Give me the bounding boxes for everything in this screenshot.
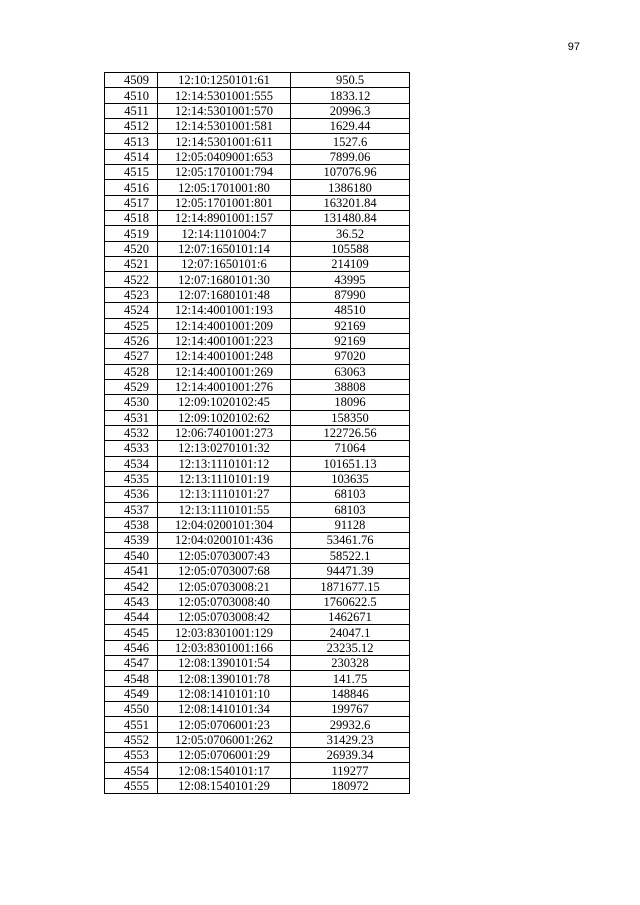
- cadastral-number-cell: 12:08:1410101:34: [158, 702, 291, 717]
- value-cell: 950.5: [291, 73, 410, 88]
- value-cell: 53461.76: [291, 533, 410, 548]
- cadastral-number-cell: 12:07:1650101:14: [158, 241, 291, 256]
- table-row: [105, 610, 410, 625]
- cadastral-number-cell: 12:05:1701001:80: [158, 180, 291, 195]
- row-number-cell: 4535: [105, 471, 158, 486]
- cadastral-number-cell: 12:05:0703007:68: [158, 564, 291, 579]
- row-number-cell: 4521: [105, 257, 158, 272]
- value-cell: 148846: [291, 686, 410, 701]
- cadastral-number-cell: 12:07:1680101:30: [158, 272, 291, 287]
- row-number-cell: 4530: [105, 395, 158, 410]
- table-row: [105, 686, 410, 701]
- cadastral-number-cell: 12:14:4001001:248: [158, 349, 291, 364]
- cadastral-number-cell: 12:14:5301001:570: [158, 103, 291, 118]
- value-cell: 122726.56: [291, 425, 410, 440]
- table-row: [105, 732, 410, 747]
- value-cell: 163201.84: [291, 195, 410, 210]
- value-cell: 91128: [291, 517, 410, 532]
- table-row: [105, 625, 410, 640]
- value-cell: 92169: [291, 318, 410, 333]
- cadastral-number-cell: 12:08:1410101:10: [158, 686, 291, 701]
- table-row: [105, 134, 410, 149]
- table-row: [105, 73, 410, 88]
- row-number-cell: 4524: [105, 303, 158, 318]
- value-cell: 199767: [291, 702, 410, 717]
- row-number-cell: 4555: [105, 778, 158, 793]
- row-number-cell: 4552: [105, 732, 158, 747]
- row-number-cell: 4551: [105, 717, 158, 732]
- table-row: [105, 717, 410, 732]
- row-number-cell: 4536: [105, 487, 158, 502]
- table-row: [105, 548, 410, 563]
- table-row: [105, 594, 410, 609]
- value-cell: 71064: [291, 441, 410, 456]
- cadastral-number-cell: 12:08:1540101:29: [158, 778, 291, 793]
- cadastral-number-cell: 12:09:1020102:45: [158, 395, 291, 410]
- value-cell: 230328: [291, 656, 410, 671]
- cadastral-number-cell: 12:08:1540101:17: [158, 763, 291, 778]
- value-cell: 48510: [291, 303, 410, 318]
- table-row: [105, 456, 410, 471]
- row-number-cell: 4518: [105, 211, 158, 226]
- value-cell: 20996.3: [291, 103, 410, 118]
- row-number-cell: 4547: [105, 656, 158, 671]
- value-cell: 1462671: [291, 610, 410, 625]
- row-number-cell: 4516: [105, 180, 158, 195]
- table-row: [105, 318, 410, 333]
- value-cell: 1833.12: [291, 88, 410, 103]
- cadastral-number-cell: 12:13:1110101:55: [158, 502, 291, 517]
- value-cell: 101651.13: [291, 456, 410, 471]
- row-number-cell: 4515: [105, 165, 158, 180]
- cadastral-number-cell: 12:13:0270101:32: [158, 441, 291, 456]
- value-cell: 63063: [291, 364, 410, 379]
- row-number-cell: 4531: [105, 410, 158, 425]
- row-number-cell: 4541: [105, 564, 158, 579]
- table-row: [105, 640, 410, 655]
- row-number-cell: 4546: [105, 640, 158, 655]
- value-cell: 1871677.15: [291, 579, 410, 594]
- table-row: [105, 410, 410, 425]
- value-cell: 24047.1: [291, 625, 410, 640]
- table-row: [105, 226, 410, 241]
- value-cell: 36.52: [291, 226, 410, 241]
- value-cell: 180972: [291, 778, 410, 793]
- table-row: [105, 748, 410, 763]
- cadastral-number-cell: 12:05:0706001:262: [158, 732, 291, 747]
- row-number-cell: 4554: [105, 763, 158, 778]
- value-cell: 1527.6: [291, 134, 410, 149]
- row-number-cell: 4532: [105, 425, 158, 440]
- value-cell: 29932.6: [291, 717, 410, 732]
- row-number-cell: 4550: [105, 702, 158, 717]
- cadastral-number-cell: 12:14:5301001:611: [158, 134, 291, 149]
- value-cell: 43995: [291, 272, 410, 287]
- table-row: [105, 303, 410, 318]
- cadastral-number-cell: 12:14:5301001:581: [158, 119, 291, 134]
- records-table: [104, 72, 410, 794]
- cadastral-number-cell: 12:14:4001001:209: [158, 318, 291, 333]
- table-row: [105, 395, 410, 410]
- table-row: [105, 119, 410, 134]
- cadastral-number-cell: 12:05:0409001:653: [158, 149, 291, 164]
- cadastral-number-cell: 12:05:1701001:794: [158, 165, 291, 180]
- row-number-cell: 4526: [105, 333, 158, 348]
- value-cell: 103635: [291, 471, 410, 486]
- value-cell: 31429.23: [291, 732, 410, 747]
- table-row: [105, 379, 410, 394]
- cadastral-number-cell: 12:14:5301001:555: [158, 88, 291, 103]
- value-cell: 18096: [291, 395, 410, 410]
- row-number-cell: 4511: [105, 103, 158, 118]
- cadastral-number-cell: 12:08:1390101:78: [158, 671, 291, 686]
- table-row: [105, 517, 410, 532]
- row-number-cell: 4528: [105, 364, 158, 379]
- row-number-cell: 4513: [105, 134, 158, 149]
- cadastral-number-cell: 12:04:0200101:304: [158, 517, 291, 532]
- value-cell: 105588: [291, 241, 410, 256]
- row-number-cell: 4522: [105, 272, 158, 287]
- table-row: [105, 425, 410, 440]
- cadastral-number-cell: 12:03:8301001:129: [158, 625, 291, 640]
- cadastral-number-cell: 12:06:7401001:273: [158, 425, 291, 440]
- cadastral-number-cell: 12:13:1110101:12: [158, 456, 291, 471]
- cadastral-number-cell: 12:14:4001001:276: [158, 379, 291, 394]
- row-number-cell: 4517: [105, 195, 158, 210]
- row-number-cell: 4509: [105, 73, 158, 88]
- table-row: [105, 149, 410, 164]
- cadastral-number-cell: 12:08:1390101:54: [158, 656, 291, 671]
- value-cell: 26939.34: [291, 748, 410, 763]
- cadastral-number-cell: 12:05:0703007:43: [158, 548, 291, 563]
- table-row: [105, 287, 410, 302]
- cadastral-number-cell: 12:05:0706001:23: [158, 717, 291, 732]
- row-number-cell: 4538: [105, 517, 158, 532]
- value-cell: 107076.96: [291, 165, 410, 180]
- table-row: [105, 103, 410, 118]
- row-number-cell: 4549: [105, 686, 158, 701]
- table-row: [105, 272, 410, 287]
- table-row: [105, 257, 410, 272]
- table-row: [105, 778, 410, 793]
- cadastral-number-cell: 12:03:8301001:166: [158, 640, 291, 655]
- table-row: [105, 333, 410, 348]
- value-cell: 97020: [291, 349, 410, 364]
- value-cell: 68103: [291, 487, 410, 502]
- row-number-cell: 4512: [105, 119, 158, 134]
- cadastral-number-cell: 12:05:0703008:42: [158, 610, 291, 625]
- value-cell: 1760622.5: [291, 594, 410, 609]
- records-table-body: [105, 73, 410, 794]
- row-number-cell: 4525: [105, 318, 158, 333]
- table-row: [105, 180, 410, 195]
- row-number-cell: 4533: [105, 441, 158, 456]
- cadastral-number-cell: 12:14:8901001:157: [158, 211, 291, 226]
- value-cell: 158350: [291, 410, 410, 425]
- table-row: [105, 656, 410, 671]
- table-row: [105, 564, 410, 579]
- row-number-cell: 4523: [105, 287, 158, 302]
- table-row: [105, 364, 410, 379]
- value-cell: 1629.44: [291, 119, 410, 134]
- value-cell: 131480.84: [291, 211, 410, 226]
- table-row: [105, 441, 410, 456]
- row-number-cell: 4542: [105, 579, 158, 594]
- cadastral-number-cell: 12:05:1701001:801: [158, 195, 291, 210]
- row-number-cell: 4529: [105, 379, 158, 394]
- row-number-cell: 4514: [105, 149, 158, 164]
- value-cell: 38808: [291, 379, 410, 394]
- cadastral-number-cell: 12:14:4001001:223: [158, 333, 291, 348]
- value-cell: 141.75: [291, 671, 410, 686]
- row-number-cell: 4544: [105, 610, 158, 625]
- cadastral-number-cell: 12:14:4001001:193: [158, 303, 291, 318]
- cadastral-number-cell: 12:04:0200101:436: [158, 533, 291, 548]
- cadastral-number-cell: 12:14:4001001:269: [158, 364, 291, 379]
- value-cell: 92169: [291, 333, 410, 348]
- row-number-cell: 4527: [105, 349, 158, 364]
- row-number-cell: 4548: [105, 671, 158, 686]
- value-cell: 68103: [291, 502, 410, 517]
- table-row: [105, 487, 410, 502]
- table-row: [105, 702, 410, 717]
- value-cell: 1386180: [291, 180, 410, 195]
- row-number-cell: 4543: [105, 594, 158, 609]
- table-row: [105, 671, 410, 686]
- row-number-cell: 4534: [105, 456, 158, 471]
- value-cell: 87990: [291, 287, 410, 302]
- table-row: [105, 241, 410, 256]
- cadastral-number-cell: 12:09:1020102:62: [158, 410, 291, 425]
- table-row: [105, 579, 410, 594]
- table-row: [105, 349, 410, 364]
- row-number-cell: 4520: [105, 241, 158, 256]
- value-cell: 214109: [291, 257, 410, 272]
- table-row: [105, 211, 410, 226]
- row-number-cell: 4553: [105, 748, 158, 763]
- row-number-cell: 4545: [105, 625, 158, 640]
- row-number-cell: 4540: [105, 548, 158, 563]
- cadastral-number-cell: 12:05:0706001:29: [158, 748, 291, 763]
- value-cell: 94471.39: [291, 564, 410, 579]
- value-cell: 119277: [291, 763, 410, 778]
- value-cell: 23235.12: [291, 640, 410, 655]
- value-cell: 58522.1: [291, 548, 410, 563]
- cadastral-number-cell: 12:13:1110101:19: [158, 471, 291, 486]
- row-number-cell: 4539: [105, 533, 158, 548]
- cadastral-number-cell: 12:05:0703008:40: [158, 594, 291, 609]
- row-number-cell: 4510: [105, 88, 158, 103]
- row-number-cell: 4537: [105, 502, 158, 517]
- table-row: [105, 165, 410, 180]
- cadastral-number-cell: 12:10:1250101:61: [158, 73, 291, 88]
- table-row: [105, 502, 410, 517]
- cadastral-number-cell: 12:05:0703008:21: [158, 579, 291, 594]
- table-row: [105, 471, 410, 486]
- table-row: [105, 88, 410, 103]
- table-row: [105, 195, 410, 210]
- page-number: 97: [567, 41, 580, 53]
- row-number-cell: 4519: [105, 226, 158, 241]
- cadastral-number-cell: 12:14:1101004:7: [158, 226, 291, 241]
- value-cell: 7899.06: [291, 149, 410, 164]
- table-row: [105, 763, 410, 778]
- table-row: [105, 533, 410, 548]
- cadastral-number-cell: 12:07:1650101:6: [158, 257, 291, 272]
- cadastral-number-cell: 12:13:1110101:27: [158, 487, 291, 502]
- cadastral-number-cell: 12:07:1680101:48: [158, 287, 291, 302]
